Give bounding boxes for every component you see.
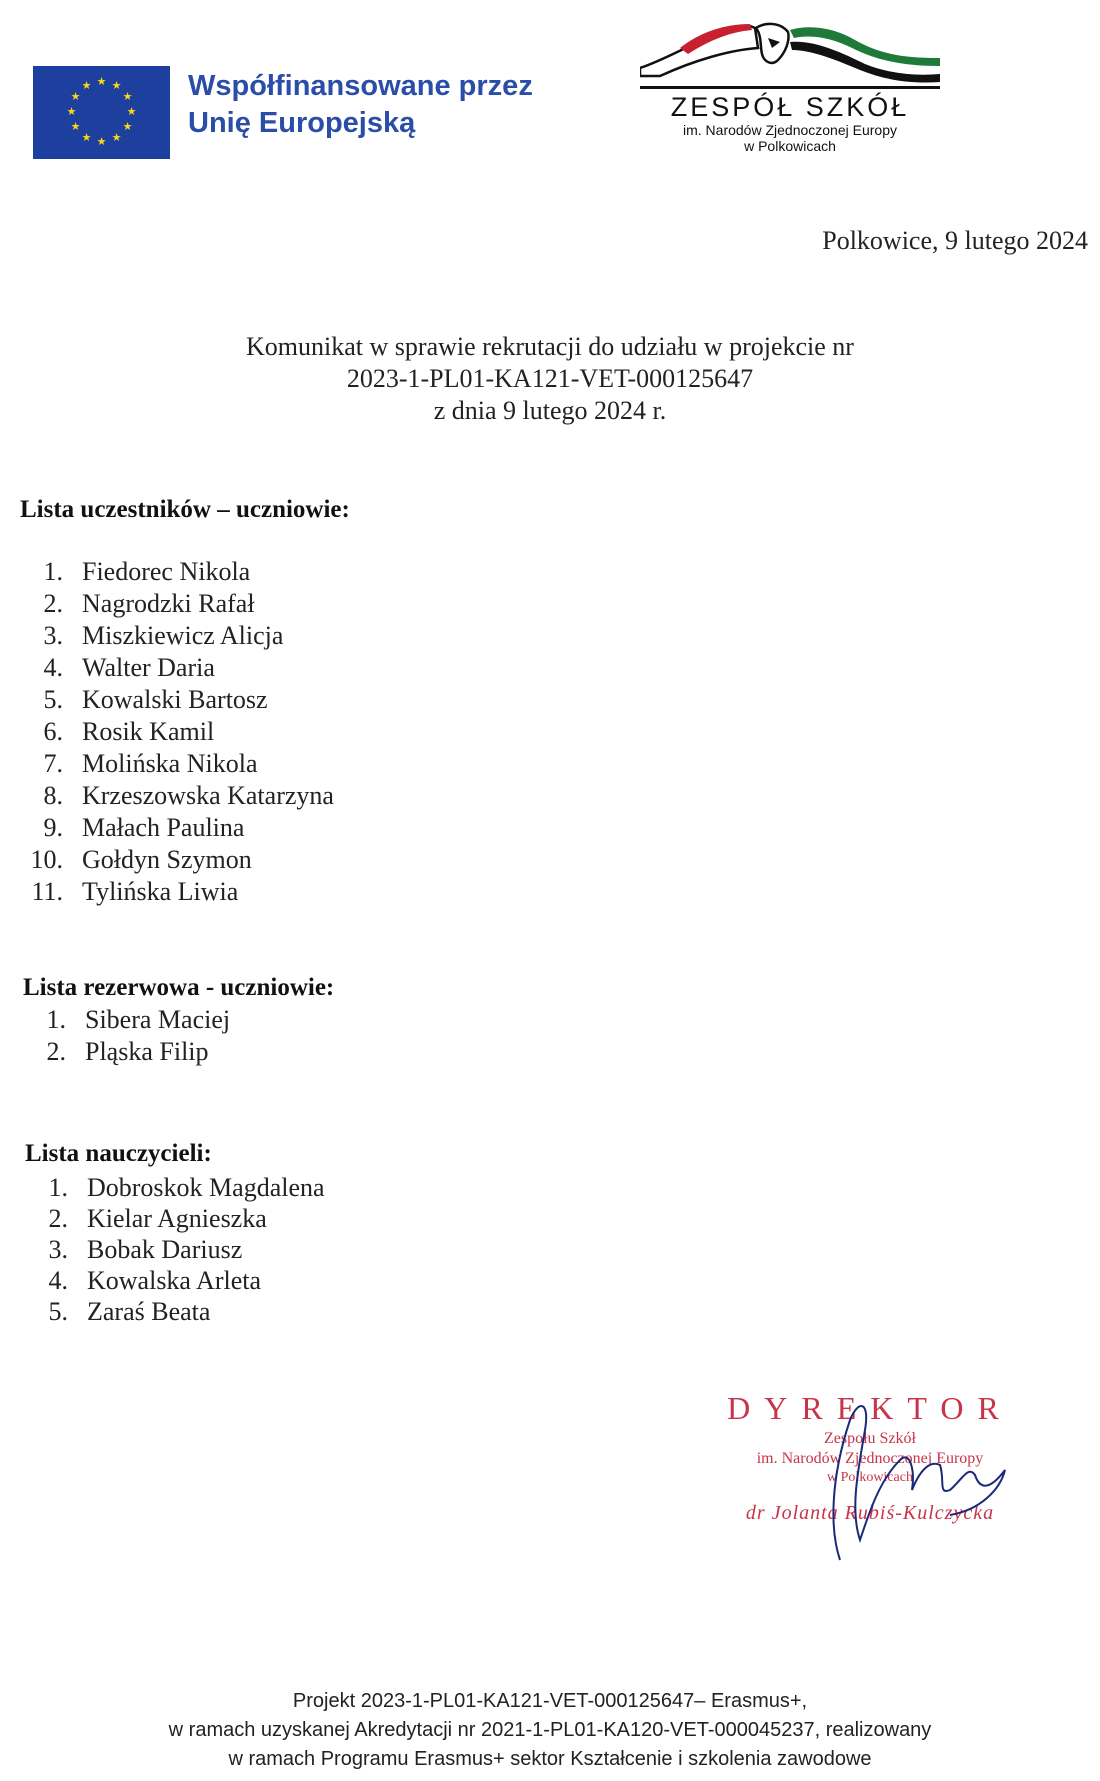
list-item-number: 3.	[48, 1235, 68, 1264]
list-item	[25, 1296, 325, 1327]
list-item	[20, 684, 334, 716]
list-item-name: Dobroskok Magdalena	[87, 1173, 325, 1202]
list-item-number: 5.	[43, 685, 63, 714]
svg-text:★: ★	[122, 120, 133, 133]
list-item	[25, 1265, 325, 1296]
document-date: Polkowice, 9 lutego 2024	[822, 226, 1088, 255]
list-item-number: 6.	[43, 717, 63, 746]
list-item-number: 11.	[31, 877, 63, 906]
list-item-name: Nagrodzki Rafał	[82, 589, 255, 618]
svg-text:★: ★	[66, 105, 77, 118]
list-item-name: Rosik Kamil	[82, 717, 215, 746]
list-item	[20, 748, 334, 780]
list-item-name: Fiedorec Nikola	[82, 557, 251, 586]
stamp-line2: im. Narodów Zjednoczonej Europy	[756, 1450, 984, 1467]
list-item-number: 3.	[43, 621, 63, 650]
list-item-number: 1.	[48, 1173, 68, 1202]
stamp-line1: Zespołu Szkół	[824, 1430, 916, 1447]
list-item-name: Kowalska Arleta	[87, 1266, 262, 1295]
list-item	[23, 1004, 230, 1036]
list-item-number: 2.	[46, 1037, 66, 1066]
school-subtitle-line1: im. Narodów Zjednoczonej Europy	[683, 122, 897, 138]
list-item-name: Kielar Agnieszka	[87, 1204, 267, 1233]
list-item	[25, 1234, 325, 1265]
list-item	[20, 556, 334, 588]
list-item	[25, 1172, 325, 1203]
svg-text:★: ★	[126, 105, 137, 118]
stamp-title: DYREKTOR	[727, 1390, 1013, 1426]
list-item-number: 4.	[48, 1266, 68, 1295]
svg-text:★: ★	[70, 120, 81, 133]
list-item-name: Bobak Dariusz	[87, 1235, 243, 1264]
title-line2: 2023-1-PL01-KA121-VET-000125647	[346, 364, 754, 393]
svg-text:★: ★	[81, 131, 92, 144]
list-item-number: 2.	[43, 589, 63, 618]
list-item	[20, 812, 334, 844]
list-item-name: Krzeszowska Katarzyna	[82, 781, 334, 810]
handwritten-signature-icon	[700, 1390, 1040, 1570]
teachers-list	[25, 1172, 325, 1327]
reserve-list	[23, 1004, 230, 1068]
list-item-name: Tylińska Liwia	[82, 877, 239, 906]
stamp-line3: w Polkowicach	[827, 1470, 913, 1485]
students-list-heading: Lista uczestników – uczniowie:	[20, 496, 350, 523]
list-item	[20, 876, 334, 908]
list-item	[20, 844, 334, 876]
list-item-name: Gołdyn Szymon	[82, 845, 252, 874]
list-item-number: 4.	[43, 653, 63, 682]
footer-line3: w ramach Programu Erasmus+ sektor Kształcenie i szkolenia zawodowe	[228, 1748, 872, 1770]
svg-text:★: ★	[96, 135, 107, 148]
school-name: ZESPÓŁ SZKÓŁ	[670, 92, 910, 122]
list-item-number: 9.	[43, 813, 63, 842]
svg-text:★: ★	[70, 90, 81, 103]
list-item-name: Walter Daria	[82, 653, 215, 682]
list-item-number: 10.	[30, 845, 63, 874]
svg-text:★: ★	[111, 79, 122, 92]
title-line1: Komunikat w sprawie rekrutacji do udziału w projekcie nr	[246, 332, 854, 361]
list-item-name: Miszkiewicz Alicja	[82, 621, 284, 650]
footer-line2: w ramach uzyskanej Akredytacji nr 2021-1-PL01-KA120-VET-000045237, realizowany	[168, 1719, 932, 1741]
title-line3: z dnia 9 lutego 2024 r.	[433, 396, 667, 425]
list-item-name: Molińska Nikola	[82, 749, 258, 778]
footer-line1: Projekt 2023-1-PL01-KA121-VET-000125647– Erasmus+,	[292, 1690, 808, 1712]
students-list	[20, 556, 334, 908]
list-item	[20, 716, 334, 748]
eu-funding-text-line1: Współfinansowane przez	[188, 70, 533, 102]
svg-text:★: ★	[96, 75, 107, 88]
list-item-name: Pląska Filip	[85, 1037, 209, 1066]
eu-funding-text-line2: Unię Europejską	[188, 107, 416, 139]
eu-stars-icon	[33, 66, 170, 159]
eu-flag-logo	[33, 66, 170, 159]
svg-text:★: ★	[81, 79, 92, 92]
eagle-wings-icon	[640, 18, 940, 88]
list-item-number: 7.	[43, 749, 63, 778]
list-item-number: 1.	[43, 557, 63, 586]
list-item-name: Małach Paulina	[82, 813, 245, 842]
list-item-name: Zaraś Beata	[87, 1297, 211, 1326]
list-item	[20, 588, 334, 620]
list-item	[20, 652, 334, 684]
svg-text:★: ★	[122, 90, 133, 103]
school-subtitle-line2: w Polkowicach	[744, 138, 836, 154]
school-logo	[640, 18, 940, 154]
list-item	[23, 1036, 230, 1068]
list-item	[20, 620, 334, 652]
svg-text:★: ★	[111, 131, 122, 144]
list-item	[25, 1203, 325, 1234]
list-item-name: Sibera Maciej	[85, 1005, 231, 1034]
teachers-list-heading: Lista nauczycieli:	[25, 1140, 212, 1167]
list-item-number: 2.	[48, 1204, 68, 1233]
list-item-name: Kowalski Bartosz	[82, 685, 268, 714]
list-item-number: 5.	[48, 1297, 68, 1326]
list-item	[20, 780, 334, 812]
stamp-line4: dr Jolanta Rubiś-Kulczycka	[745, 1502, 995, 1524]
reserve-list-heading: Lista rezerwowa - uczniowie:	[23, 974, 335, 1001]
list-item-number: 8.	[43, 781, 63, 810]
list-item-number: 1.	[46, 1005, 66, 1034]
director-stamp	[700, 1390, 1040, 1570]
